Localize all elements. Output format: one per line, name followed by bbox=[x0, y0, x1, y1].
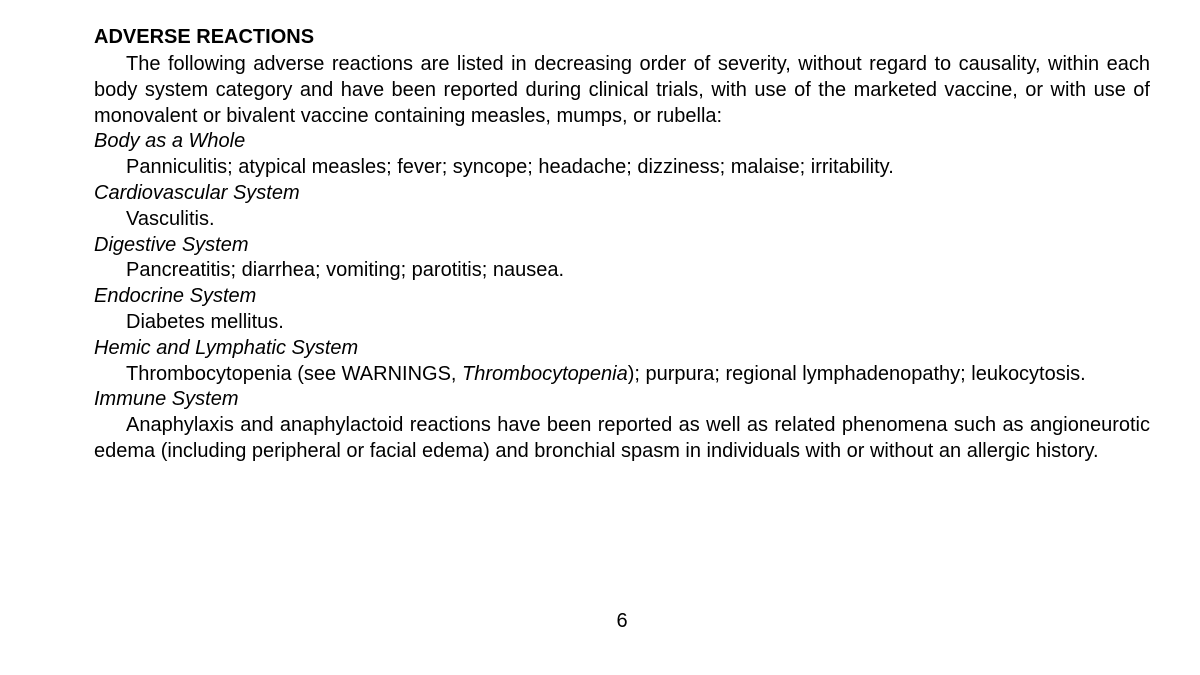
intro-paragraph: The following adverse reactions are listed in decreasing order of severity, without regard to causality, within each body system category and have been reported during clinical trials, with use of the marketed vaccine, or with use of monovalent or bivalent vaccine containing measles, mumps, or rubella: bbox=[94, 53, 1150, 127]
category-heading-cardiovascular: Cardiovascular System bbox=[94, 181, 300, 204]
hemic-text-before: Thrombocytopenia (see WARNINGS, bbox=[126, 362, 463, 385]
document-page bbox=[94, 24, 1150, 465]
hemic-text-after: ); purpura; regional lymphadenopathy; leukocytosis. bbox=[627, 362, 1086, 385]
section-heading: ADVERSE REACTIONS bbox=[94, 26, 315, 48]
category-text-digestive: Pancreatitis; diarrhea; vomiting; parotitis; nausea. bbox=[126, 259, 564, 282]
category-text-hemic-lymphatic bbox=[94, 362, 1150, 388]
category-text-endocrine: Diabetes mellitus. bbox=[126, 310, 284, 333]
category-text-immune: Anaphylaxis and anaphylactoid reactions have been reported as well as related phenomena such as angioneurotic edema (including peripheral or facial edema) and bronchial spasm in individuals with or without an allergic history. bbox=[94, 414, 1150, 462]
category-heading-hemic-lymphatic: Hemic and Lymphatic System bbox=[94, 336, 359, 359]
category-heading-digestive: Digestive System bbox=[94, 233, 249, 256]
category-text-body-as-a-whole: Panniculitis; atypical measles; fever; syncope; headache; dizziness; malaise; irritability. bbox=[126, 156, 894, 179]
page-number: 6 bbox=[616, 610, 628, 632]
category-heading-immune: Immune System bbox=[94, 388, 239, 411]
category-text-cardiovascular: Vasculitis. bbox=[126, 207, 215, 230]
category-heading-endocrine: Endocrine System bbox=[94, 285, 257, 308]
hemic-text-italic: Thrombocytopenia bbox=[462, 362, 628, 385]
category-heading-body-as-a-whole: Body as a Whole bbox=[94, 130, 246, 153]
